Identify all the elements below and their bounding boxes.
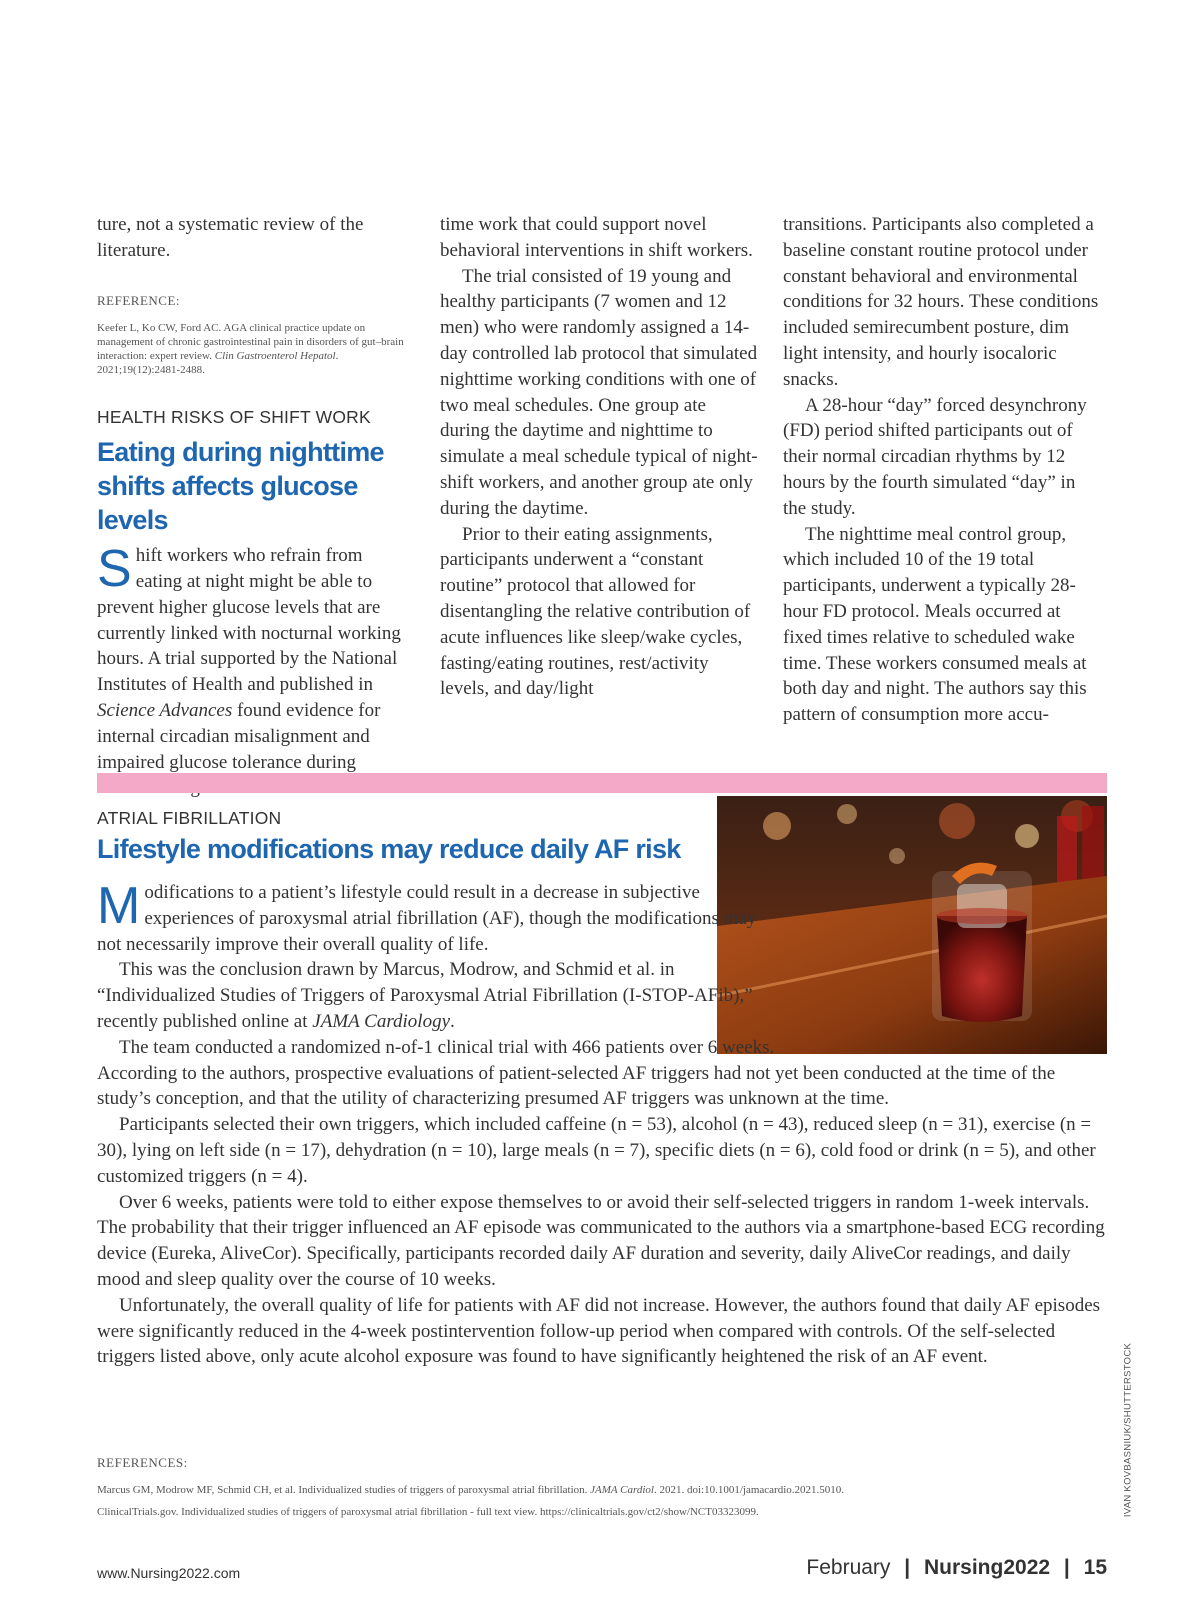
headline-shift-work: Eating during nighttime shifts affects glucose levels (97, 437, 384, 536)
paragraph: Unfortunately, the overall quality of life for patients with AF did not increase. However, the authors found that daily AF episodes were significantly reduced in the 4-week postintervention follow-up period when compared with controls. Of the self-selected triggers listed above, only acute alcohol exposure was found to have significantly heightened the risk of an AF event. (97, 1294, 1101, 1368)
af-references (97, 1455, 1107, 1519)
ref1-text: Marcus GM, Modrow MF, Schmid CH, et al. Individualized studies of triggers of paroxysmal atrial fibrillation. (97, 1484, 591, 1496)
footer-folio (806, 1556, 1107, 1580)
paragraph: time work that could support novel behavioral interventions in shift workers. (440, 214, 753, 261)
af-p1: odifications to a patient’s lifestyle could result in a decrease in subjective experiences of paroxysmal atrial fibrillation (AF), though the modifications may not necessarily improve their overall quality of life. (97, 882, 757, 955)
footer-magazine: Nursing2022 (924, 1556, 1051, 1579)
photo-credit: IVAN KOVBASNIUK/SHUTTERSTOCK (1122, 1342, 1134, 1518)
af-p2-end: . (450, 1010, 455, 1032)
headline-af: Lifestyle modifications may reduce daily AF risk (97, 834, 681, 864)
dropcap-s: S (97, 540, 132, 599)
paragraph: The trial consisted of 19 young and healthy participants (7 women and 12 men) who were randomly assigned a 14-day controlled lab protocol that simulated nighttime working conditions with one of two meal schedules. One group ate during the daytime and nighttime to simulate a meal schedule typical of night-shift workers, and another group ate only during the daytime. (440, 265, 758, 519)
article-af (97, 877, 1107, 1370)
page-number: 15 (1083, 1556, 1107, 1579)
paragraph: transitions. Participants also completed a baseline constant routine protocol under constant behavioral and environmental conditions for 32 hours. These conditions included semirecumbent posture, dim light intensity, and hourly isocaloric snacks. (783, 214, 1099, 390)
intro-text: hift workers who refrain from eating at night might be able to prevent higher glucose levels that are currently linked with nocturnal working hours. A trial supported by the National Institutes of Health and published in (97, 545, 401, 696)
dropcap-m: M (97, 877, 141, 935)
reference-text (97, 321, 413, 377)
intro-text-end: found evidence for internal circadian misalignment and impaired glucose tolerance during (97, 699, 381, 773)
reference-label: REFERENCE: (97, 292, 181, 308)
footer-website: www.Nursing2022.com (97, 1565, 241, 1581)
paragraph: Participants selected their own triggers, which included caffeine (n = 53), alcohol (n = 43), reduced sleep (n = 31), exercise (n = 30), lying on left side (n = 17), dehydration (n = 10), large meals (n = 7), specific diets (n = 6), cold food or drink (n = 5), and other customized triggers (n = 4). (97, 1114, 1096, 1187)
footer-separator: | (904, 1556, 911, 1579)
reference-main: Keefer L, Ko CW, Ford AC. AGA clinical practice update on management of chronic gastrointestinal pain in disorders of gut–brain interaction: expert review. (97, 322, 404, 363)
paragraph: The team conducted a randomized n-of-1 clinical trial with 466 patients over 6 weeks. According to the authors, prospective evaluations of patient-selected AF triggers had not yet been conducted at the time of the study’s conception, and that the utility of characterizing presumed AF triggers was unknown at the time. (97, 1036, 1056, 1110)
paragraph: Over 6 weeks, patients were told to either expose themselves to or avoid their self-selected triggers in random 1-week intervals. The probability that their trigger influenced an AF episode was communicated to the authors via a smartphone-based ECG recording device (Eureka, AliveCor). Specifically, participants recorded daily AF duration and severity, daily AliveCor readings, and daily mood and sleep quality over the course of 10 weeks. (97, 1191, 1105, 1290)
section-kicker-shift-work: HEALTH RISKS OF SHIFT WORK (97, 407, 371, 428)
column-2 (440, 212, 760, 702)
ref1-end: . 2021. doi:10.1001/jamacardio.2021.5010. (653, 1484, 845, 1496)
journal-science-advances: Science Advances (97, 699, 233, 721)
continued-text: ture, not a systematic review of the literature. (97, 214, 364, 261)
column-3 (783, 212, 1099, 728)
reference-end: . 2021;19(12):2481-2488. (97, 350, 339, 377)
footer-separator-2: | (1063, 1556, 1070, 1579)
section-kicker-af: ATRIAL FIBRILLATION (97, 808, 282, 828)
section-divider (97, 773, 1107, 793)
reference-1 (97, 1483, 1107, 1497)
references-label: REFERENCES: (97, 1455, 188, 1470)
column-1 (97, 212, 413, 801)
reference-2: ClinicalTrials.gov. Individualized studies of triggers of paroxysmal atrial fibrillation - full text view. https://clinicaltrials.gov/ct2/show/NCT03323099. (97, 1506, 759, 1518)
ref1-journal: JAMA Cardiol (590, 1484, 654, 1496)
paragraph: The nighttime meal control group, which included 10 of the 19 total participants, underwent a typically 28-hour FD protocol. Meals occurred at fixed times relative to scheduled wake time. These workers consumed meals at both day and night. The authors say this pattern of consumption more accu- (783, 523, 1087, 726)
journal-jama-cardiology: JAMA Cardiology (312, 1010, 451, 1032)
reference-journal: Clin Gastroenterol Hepatol (214, 350, 336, 363)
article-shift-work-intro (97, 540, 413, 801)
paragraph: A 28-hour “day” forced desynchrony (FD) period shifted participants out of their normal circadian rhythms by 12 hours by the fourth simulated “day” in the study. (783, 394, 1087, 519)
photo-float-space (777, 880, 1107, 1046)
reference-block (97, 288, 413, 378)
af-p2: This was the conclusion drawn by Marcus, Modrow, and Schmid et al. in “Individualized Studies of Triggers of Paroxysmal Atrial Fibrillation (I-STOP-AFib),” recently published online at (97, 959, 753, 1032)
paragraph: Prior to their eating assignments, participants underwent a “constant routine” protocol that allowed for disentangling the relative contribution of acute influences like sleep/wake cycles, fasting/eating routines, rest/activity levels, and day/light (440, 523, 751, 700)
footer-month: February (806, 1556, 891, 1579)
